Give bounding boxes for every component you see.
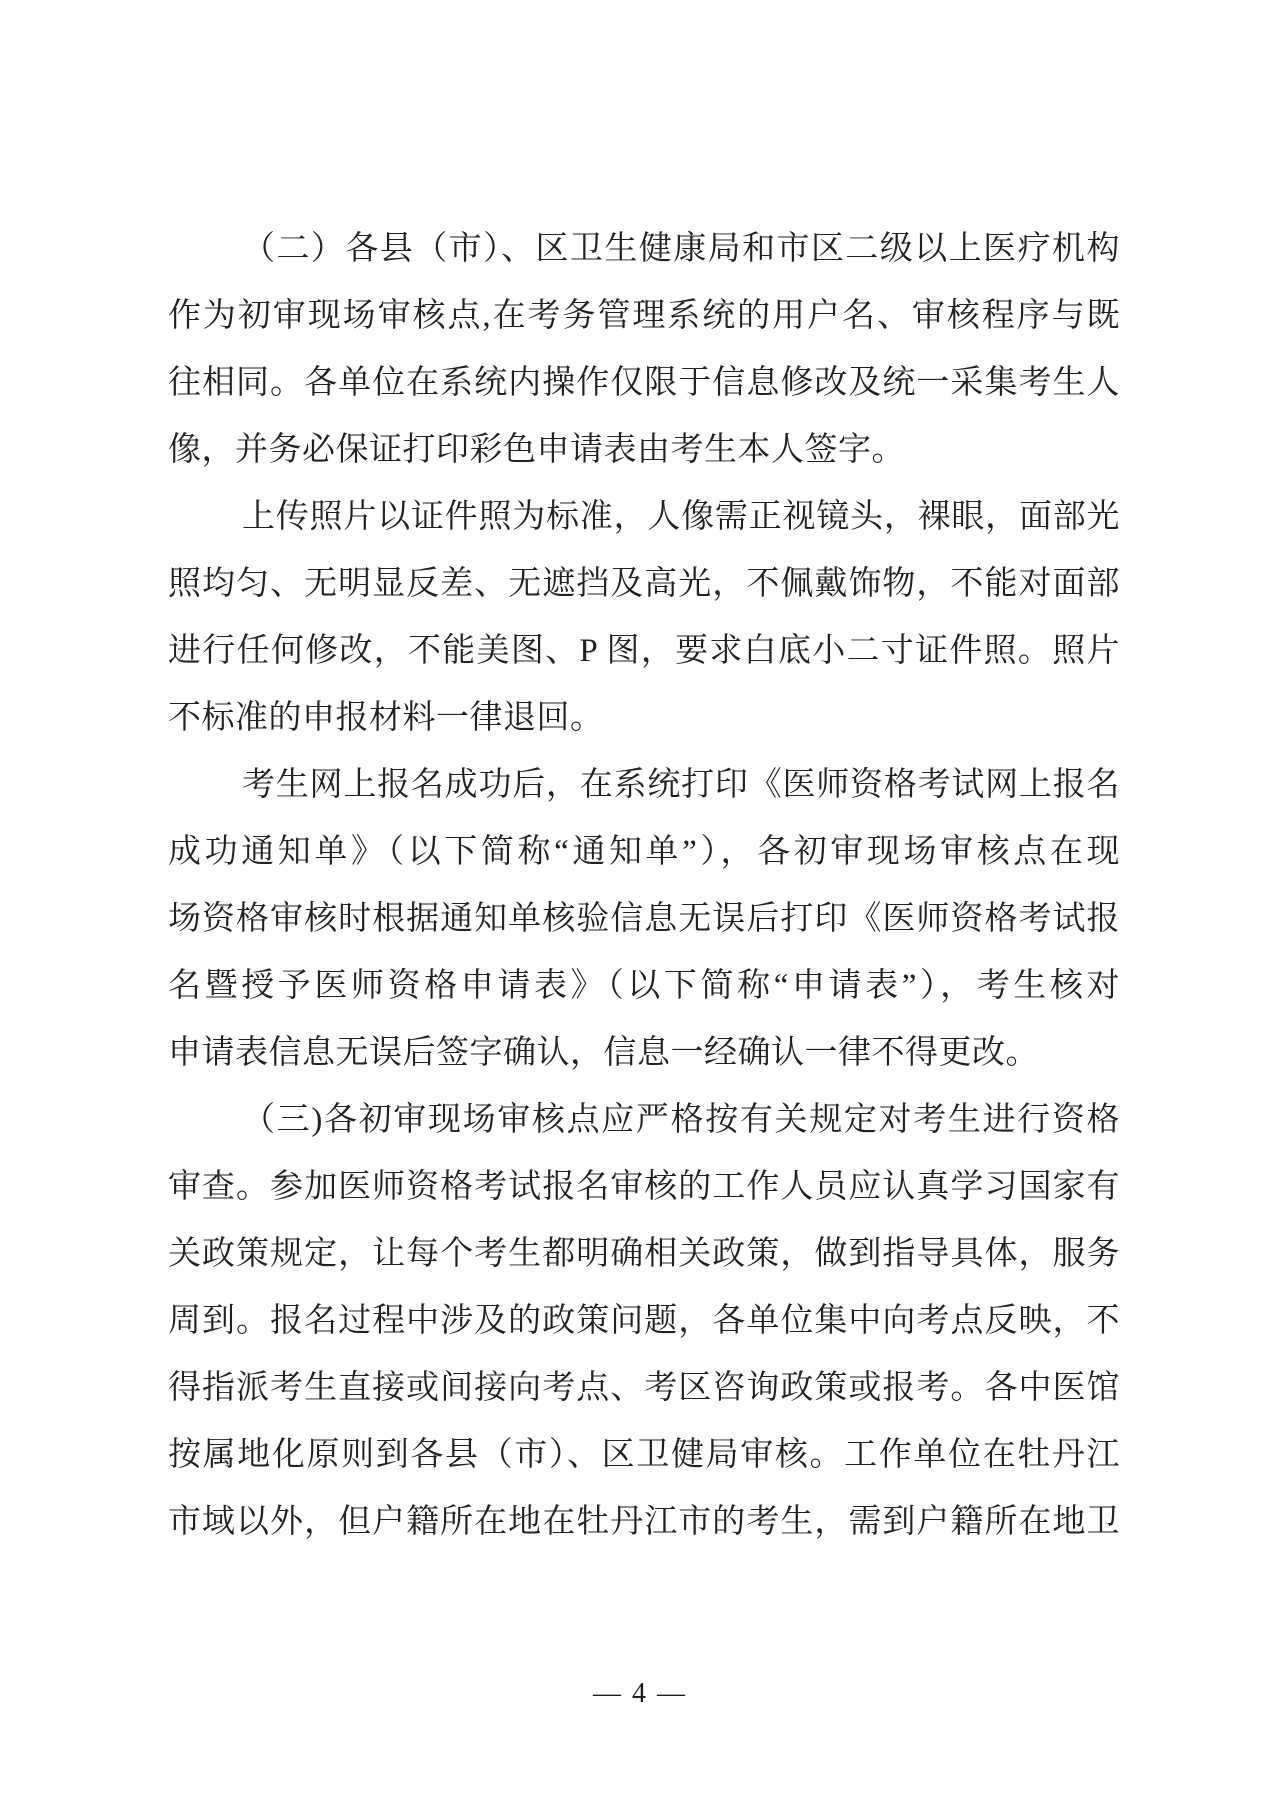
text-line: 进行任何修改，不能美图、P 图，要求白底小二寸证件照。照片 — [168, 633, 1120, 669]
text-line: 申请表信息无误后签字确认，信息一经确认一律不得更改。 — [168, 1035, 1039, 1071]
document-body — [168, 216, 1120, 1556]
text-line: 得指派考生直接或间接向考点、考区咨询政策或报考。各中医馆 — [168, 1370, 1120, 1406]
page-number: — 4 — — [593, 1678, 687, 1709]
text-line: （二）各县（市）、区卫生健康局和市区二级以上医疗机构 — [242, 231, 1120, 267]
text-line: （三)各初审现场审核点应严格按有关规定对考生进行资格 — [242, 1102, 1120, 1138]
text-line: 往相同。各单位在系统内操作仅限于信息修改及统一采集考生人 — [168, 365, 1120, 401]
text-line: 按属地化原则到各县（市）、区卫健局审核。工作单位在牡丹江 — [168, 1437, 1120, 1473]
text-line: 不标准的申报材料一律退回。 — [168, 700, 604, 736]
text-line: 考生网上报名成功后，在系统打印《医师资格考试网上报名 — [242, 767, 1120, 803]
text-line: 像，并务必保证打印彩色申请表由考生本人签字。 — [168, 432, 905, 468]
text-line: 名暨授予医师资格申请表》（以下简称“申请表”），考生核对 — [168, 968, 1120, 1004]
text-line: 上传照片以证件照为标准，人像需正视镜头，裸眼，面部光 — [242, 499, 1120, 535]
text-line: 关政策规定，让每个考生都明确相关政策，做到指导具体，服务 — [168, 1236, 1120, 1272]
text-line: 场资格审核时根据通知单核验信息无误后打印《医师资格考试报 — [168, 901, 1120, 937]
text-line: 审查。参加医师资格考试报名审核的工作人员应认真学习国家有 — [168, 1169, 1120, 1205]
text-line: 照均匀、无明显反差、无遮挡及高光，不佩戴饰物，不能对面部 — [168, 566, 1120, 602]
text-line: 成功通知单》（以下简称“通知单”），各初审现场审核点在现 — [168, 834, 1120, 870]
text-line: 作为初审现场审核点,在考务管理系统的用户名、审核程序与既 — [168, 298, 1120, 334]
text-line: 市域以外，但户籍所在地在牡丹江市的考生，需到户籍所在地卫 — [168, 1504, 1120, 1540]
text-line: 周到。报名过程中涉及的政策问题，各单位集中向考点反映，不 — [168, 1303, 1120, 1339]
